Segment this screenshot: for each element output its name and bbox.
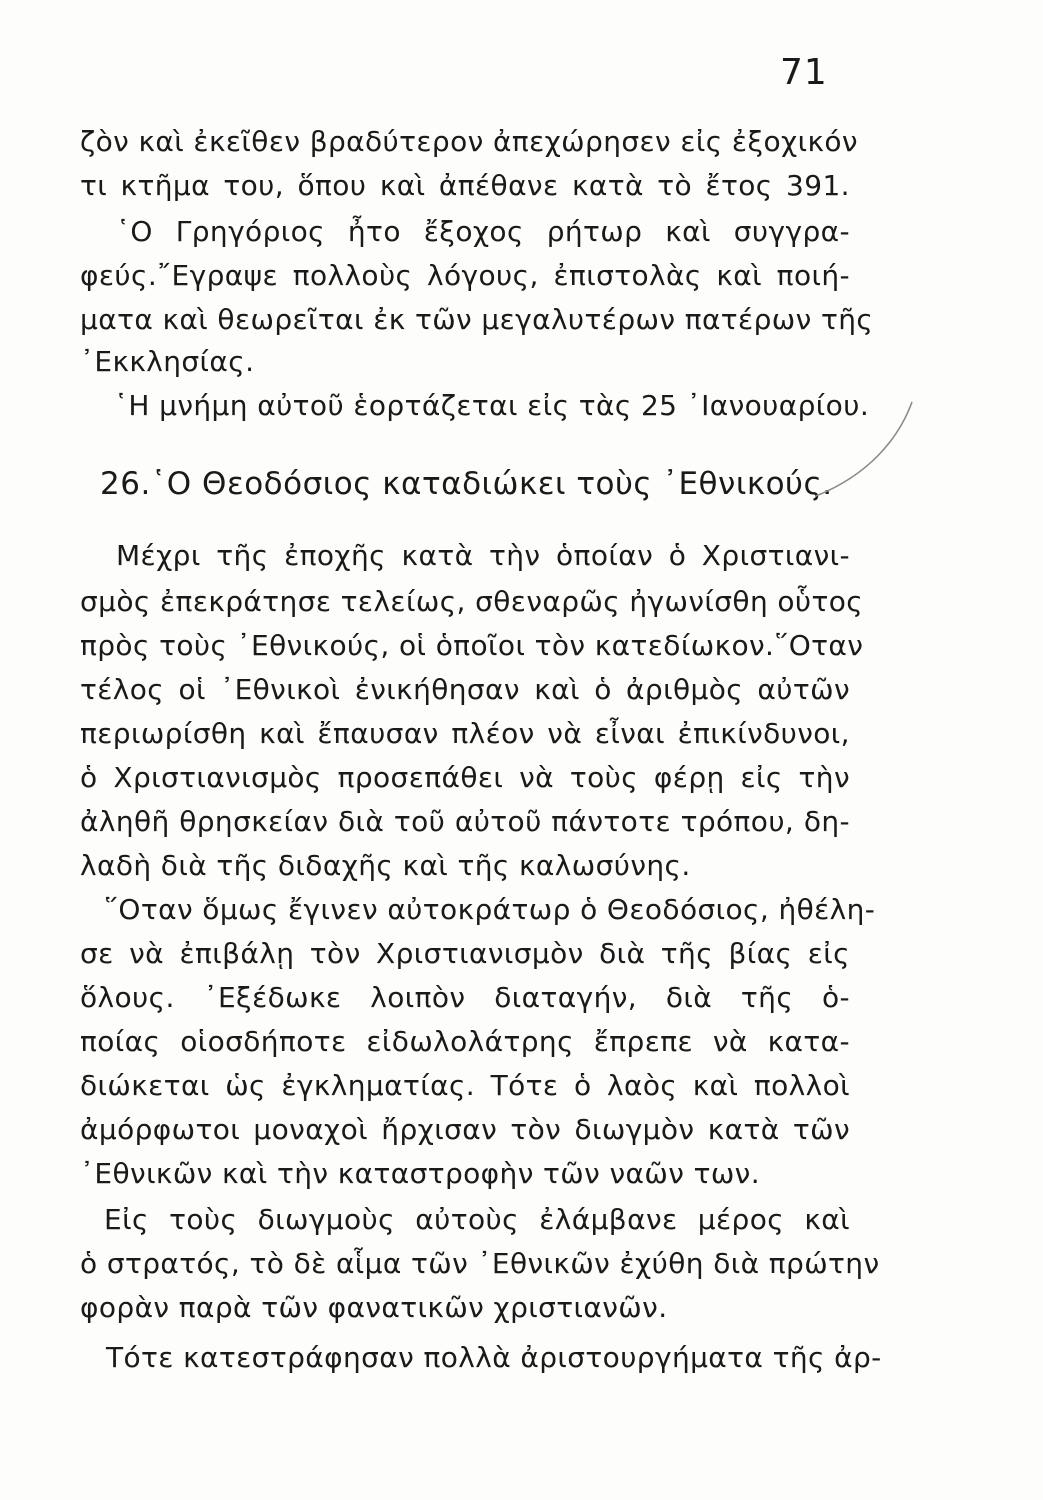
text-line: φορὰν παρὰ τῶν φανατικῶν χριστιανῶν. — [80, 1291, 668, 1324]
text-line: ἀληθῆ θρησκείαν διὰ τοῦ αὐτοῦ πάντοτε τρόπου, δη- — [80, 805, 850, 838]
text-line: ὁ στρατός, τὸ δὲ αἷμα τῶν ᾿Εθνικῶν ἐχύθη διὰ πρώτην — [80, 1247, 880, 1280]
text-line: ῞Οταν ὅμως ἔγινεν αὐτοκράτωρ ὁ Θεοδόσιος, ἠθέλη- — [104, 893, 876, 926]
text-line: πρὸς τοὺς ᾿Εθνικούς, οἱ ὁποῖοι τὸν κατεδίωκον.῞Οταν — [80, 629, 864, 662]
text-line: ματα καὶ θεωρεῖται ἐκ τῶν μεγαλυτέρων πατέρων τῆς — [80, 303, 874, 336]
text-line: ἀμόρφωτοι μοναχοὶ ἤρχισαν τὸν διωγμὸν κατὰ τῶν — [80, 1113, 850, 1146]
text-line: σε νὰ ἐπιβάλῃ τὸν Χριστιανισμὸν διὰ τῆς βίας εἰς — [80, 937, 850, 970]
text-line: τέλος οἱ ᾿Εθνικοὶ ἐνικήθησαν καὶ ὁ ἀριθμὸς αὐτῶν — [80, 673, 850, 706]
text-line: ᾿Εκκλησίας. — [80, 345, 255, 378]
text-line: ὅλους. ᾿Εξέδωκε λοιπὸν διαταγήν, διὰ τῆς ὁ- — [80, 981, 850, 1014]
text-line: σμὸς ἐπεκράτησε τελείως, σθεναρῶς ἠγωνίσθη οὗτος — [80, 585, 864, 618]
section-heading: 26.῾Ο Θεοδόσιος καταδιώκει τοὺς ᾿Εθνικούς. — [100, 466, 833, 502]
text-line: ῾Ο Γρηγόριος ἦτο ἔξοχος ρήτωρ καὶ συγγρα- — [116, 215, 850, 248]
text-line: ῾Η μνήμη αὐτοῦ ἑορτάζεται εἰς τὰς 25 ᾿Ιανουαρίου. — [114, 389, 870, 422]
text-line: Εἰς τοὺς διωγμοὺς αὐτοὺς ἐλάμβανε μέρος καὶ — [104, 1203, 850, 1236]
text-line: ὁ Χριστιανισμὸς προσεπάθει νὰ τοὺς φέρῃ εἰς τὴν — [80, 761, 850, 794]
page-number: 71 — [780, 52, 828, 93]
text-line: ζὸν καὶ ἐκεῖθεν βραδύτερον ἀπεχώρησεν εἰς ἐξοχικόν — [80, 125, 858, 158]
text-line: φεύς.῎Εγραψε πολλοὺς λόγους, ἐπιστολὰς καὶ ποιή- — [80, 259, 850, 292]
text-line: Τότε κατεστράφησαν πολλὰ ἀριστουργήματα τῆς ἀρ- — [106, 1341, 882, 1374]
text-line: ποίας οἱοσδήποτε εἰδωλολάτρης ἔπρεπε νὰ κατα- — [80, 1025, 850, 1058]
text-line: τι κτῆμα του, ὅπου καὶ ἀπέθανε κατὰ τὸ ἔτος 391. — [80, 169, 850, 202]
pencil-mark-icon — [808, 400, 916, 500]
text-line: περιωρίσθη καὶ ἔπαυσαν πλέον νὰ εἶναι ἐπικίνδυνοι, — [80, 717, 850, 750]
text-line: ᾿Εθνικῶν καὶ τὴν καταστροφὴν τῶν ναῶν των. — [80, 1157, 761, 1190]
text-line: λαδὴ διὰ τῆς διδαχῆς καὶ τῆς καλωσύνης. — [80, 849, 691, 882]
text-line: διώκεται ὡς ἐγκληματίας. Τότε ὁ λαὸς καὶ πολλοὶ — [80, 1069, 850, 1102]
text-line: Μέχρι τῆς ἐποχῆς κατὰ τὴν ὁποίαν ὁ Χριστιανι- — [116, 539, 850, 572]
